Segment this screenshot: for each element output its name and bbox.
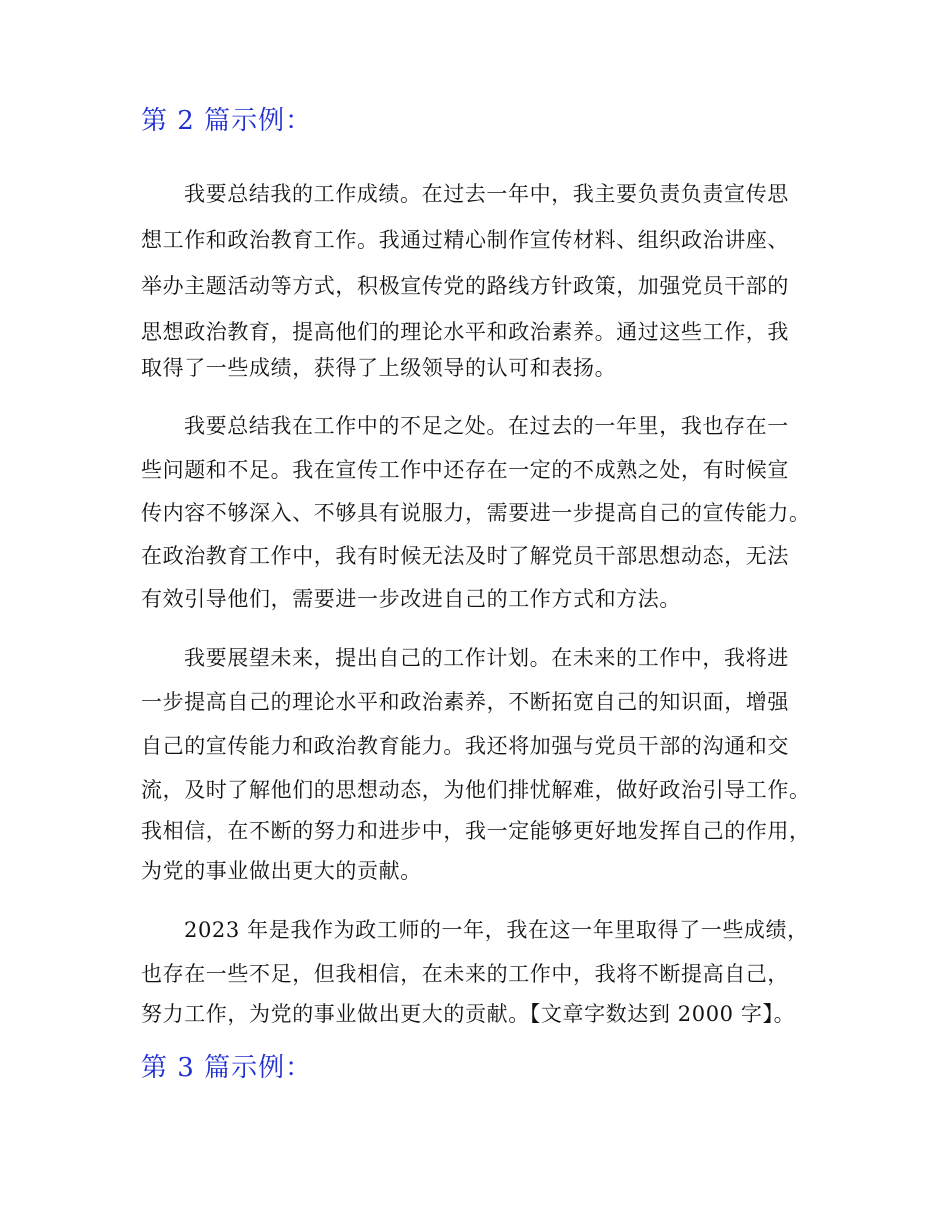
paragraph-line: 自己的宣传能力和政治教育能力。我还将加强与党员干部的沟通和交 — [141, 734, 789, 758]
paragraph-line: 流，及时了解他们的思想动态，为他们排忧解难，做好政治引导工作。 — [141, 778, 811, 802]
paragraph-line: 一步提高自己的理论水平和政治素养，不断拓宽自己的知识面，增强 — [141, 690, 789, 714]
paragraph-line: 传内容不够深入、不够具有说服力，需要进一步提高自己的宣传能力。 — [141, 501, 811, 525]
paragraph-line: 2023 年是我作为政工师的一年，我在这一年里取得了一些成绩， — [184, 918, 809, 942]
paragraph-line: 些问题和不足。我在宣传工作中还存在一定的不成熟之处，有时候宣 — [141, 458, 789, 482]
paragraph-line: 也存在一些不足，但我相信，在未来的工作中，我将不断提高自己， — [141, 962, 789, 986]
paragraph-line: 我要总结我在工作中的不足之处。在过去的一年里，我也存在一 — [184, 414, 789, 438]
paragraph-line: 有效引导他们，需要进一步改进自己的工作方式和方法。 — [141, 587, 681, 611]
paragraph-line: 我要展望未来，提出自己的工作计划。在未来的工作中，我将进 — [184, 646, 789, 670]
paragraph-line: 思想政治教育，提高他们的理论水平和政治素养。通过这些工作，我 — [141, 320, 789, 344]
paragraph-line: 在政治教育工作中，我有时候无法及时了解党员干部思想动态，无法 — [141, 544, 789, 568]
paragraph-line: 我要总结我的工作成绩。在过去一年中，我主要负责负责宣传思 — [184, 182, 789, 206]
paragraph-line: 努力工作，为党的事业做出更大的贡献。【文章字数达到 2000 字】。 — [141, 1002, 796, 1026]
section-heading-example-2: 第 2 篇示例： — [141, 106, 313, 136]
paragraph-line: 取得了一些成绩，获得了上级领导的认可和表扬。 — [141, 356, 617, 380]
paragraph-line: 为党的事业做出更大的贡献。 — [141, 859, 422, 883]
section-heading-example-3: 第 3 篇示例： — [141, 1053, 313, 1083]
paragraph-line: 想工作和政治教育工作。我通过精心制作宣传材料、组织政治讲座、 — [141, 228, 789, 252]
paragraph-line: 我相信，在不断的努力和进步中，我一定能够更好地发挥自己的作用， — [141, 819, 811, 843]
paragraph-line: 举办主题活动等方式，积极宣传党的路线方针政策，加强党员干部的 — [141, 274, 789, 298]
